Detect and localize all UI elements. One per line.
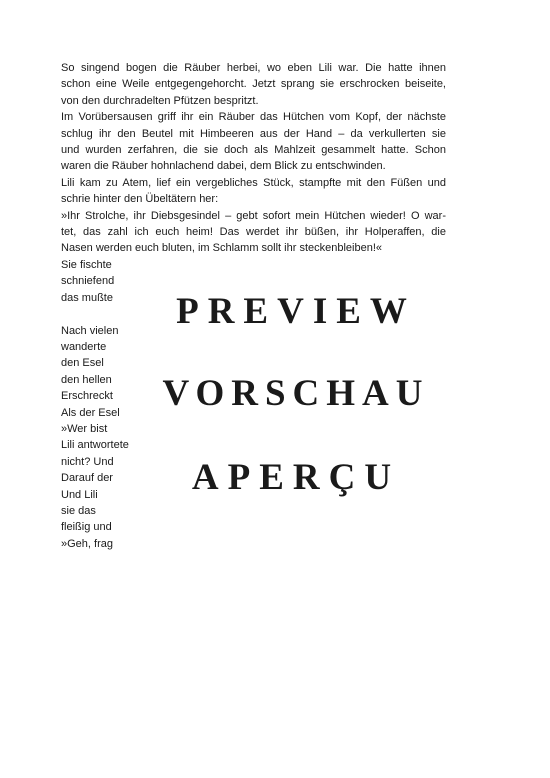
clipped-text-line: das mußte — [61, 291, 113, 304]
text-line: waren die Räuber hohnlachend dabei, dem Blick zu entschwinden. — [61, 160, 386, 173]
clipped-text-line: schniefend — [61, 275, 115, 288]
text-line: schon eine Weile entgegengehorcht. Jetzt sprang sie erschrocken beiseite, — [61, 78, 446, 91]
text-line: tet, das zahl ich euch heim! Das werdet ihr büßen, ihr Holperaffen, die — [61, 226, 446, 238]
clipped-text-line: den Esel — [61, 357, 104, 370]
clipped-text-line: Lili antwortete — [61, 439, 129, 452]
text-line: und wurden zerfahren, die sie doch als Mahlzeit gesammelt hatte. Schon — [61, 144, 446, 156]
text-line: Nasen werden euch bluten, im Schlamm sollt ihr steckenbleiben!« — [61, 242, 382, 255]
clipped-text-line: Erschreckt — [61, 390, 113, 403]
text-line: schlug ihr den Beutel mit Himbeeren aus der Hand – da verkullerten sie — [61, 127, 446, 140]
clipped-text-line: Und Lili — [61, 488, 98, 501]
clipped-text-line: den hellen — [61, 373, 112, 386]
clipped-text-line: fleißig und — [61, 521, 112, 534]
clipped-text-line: Nach vielen — [61, 324, 119, 337]
clipped-text-line: nicht? Und — [61, 455, 114, 468]
watermark-word: APERÇU — [191, 457, 401, 498]
text-line: Lili kam zu Atem, lief ein vergebliches Stück, stampfte mit den Füßen und — [61, 176, 446, 189]
clipped-text-line: Sie fischte — [61, 259, 112, 271]
watermark-word: PREVIEW — [176, 291, 416, 332]
clipped-text-line: »Geh, frag — [61, 537, 113, 550]
text-line: »Ihr Strolche, ihr Diebsgesindel – gebt sofort mein Hütchen wieder! O war- — [61, 209, 446, 222]
clipped-text-line: Als der Esel — [61, 406, 120, 419]
watermark-word: VORSCHAU — [162, 373, 430, 414]
clipped-text-line: Darauf der — [61, 472, 113, 485]
text-line: von den durchradelten Pfützen bespritzt. — [61, 94, 259, 107]
text-line: schrie hinter den Übeltätern her: — [61, 193, 219, 206]
text-line: So singend bogen die Räuber herbei, wo eben Lili war. Die hatte ihnen — [61, 62, 446, 74]
text-line: Im Vorübersausen griff ihr ein Räuber das Hütchen vom Kopf, der nächste — [61, 111, 446, 124]
clipped-text-line: wanderte — [61, 341, 107, 353]
clipped-text-line: sie das — [61, 505, 96, 517]
clipped-text-line: »Wer bist — [61, 423, 108, 435]
